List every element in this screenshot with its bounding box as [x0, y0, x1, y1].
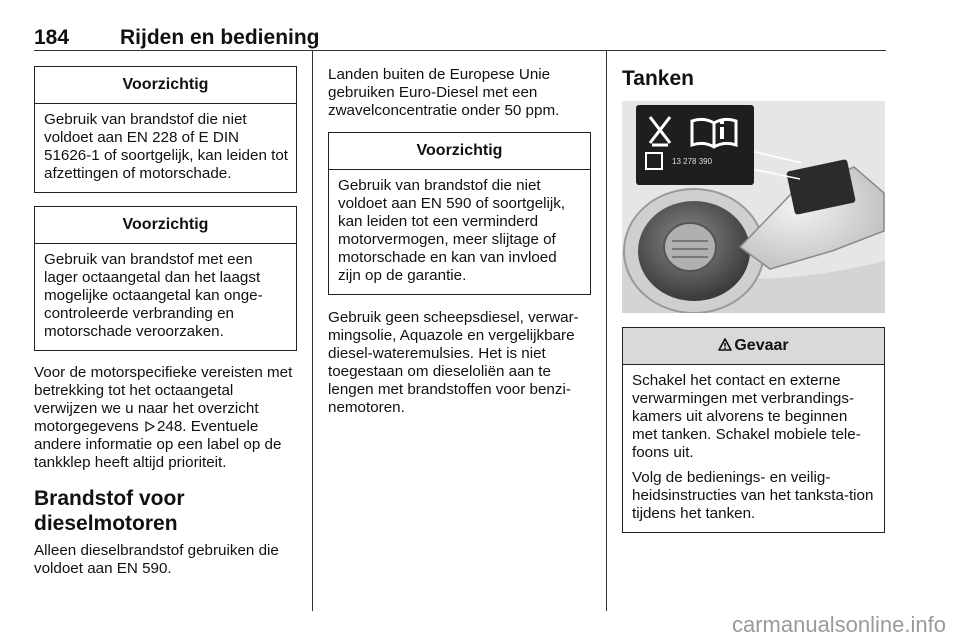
- watermark: carmanualsonline.info: [731, 612, 946, 637]
- octane-text-start: Voor de motorspecifieke vereisten met betrekking tot het octaangetal verwijzen we u naar het overzicht motorgegevens: [34, 364, 293, 435]
- caution-heading: Voorzichtig: [35, 67, 296, 104]
- column-3: [622, 66, 885, 546]
- caution-text: Gebruik van brandstof die niet voldoet aan EN 228 of E DIN 51626-1 of soortgelijk, kan leiden tot afzettingen of motorschade.: [44, 111, 289, 182]
- marine-diesel-paragraph: Gebruik geen scheepsdiesel, verwar-mingsolie, Aquazole en vergelijkbare diesel-wateremulsies. Het is niet toegestaan om dieseloliën aan te lengen met brandstoffen voor benzi-nemotoren.: [328, 309, 579, 416]
- column-divider-2: [606, 51, 607, 611]
- caution-heading: Voorzichtig: [329, 133, 590, 170]
- page-reference-icon: [145, 421, 155, 432]
- chapter-title: Rijden en bediening: [120, 26, 320, 49]
- section-heading-refuelling: Tanken: [622, 67, 694, 90]
- header-rule: [34, 50, 886, 51]
- fuel-flap-illustration: [622, 101, 885, 313]
- caution-text: Gebruik van brandstof met een lager octaangetal dan het laagst mogelijke octaangetal kan onge-controleerde verbranding en motorschade veroorzaken.: [44, 251, 263, 340]
- caution-box-1: [34, 66, 297, 193]
- caution-heading: Voorzichtig: [35, 207, 296, 244]
- diesel-paragraph: Alleen dieselbrandstof gebruiken die voldoet aan EN 590.: [34, 542, 279, 577]
- section-heading-diesel: Brandstof voor dieselmotoren: [34, 487, 185, 535]
- column-2: [328, 66, 591, 427]
- euro-diesel-paragraph: Landen buiten de Europese Unie gebruiken Euro-Diesel met een zwavelconcentratie onder 50 ppm.: [328, 66, 560, 119]
- page-header: [34, 26, 886, 48]
- fuel-flap-drawing: [622, 101, 885, 313]
- column-divider-1: [312, 51, 313, 611]
- label-code: 13 278 390: [672, 157, 713, 166]
- danger-text: [623, 365, 884, 532]
- page-number: 184: [34, 26, 70, 49]
- warning-icon: [718, 338, 732, 351]
- caution-text: Gebruik van brandstof die niet voldoet aan EN 590 of soortgelijk, kan leiden tot een verminderd motorvermogen, meer slijtage of motorschade en kan van invloed zijn op de garantie.: [338, 177, 566, 284]
- page-reference[interactable]: 248: [156, 418, 183, 435]
- caution-box-3: [328, 132, 591, 295]
- column-1: [34, 66, 297, 588]
- octane-paragraph: [34, 364, 297, 472]
- danger-paragraph-2: Volg de bedienings- en veilig-heidsinstructies van het tanksta-tion tijdens het tanken.: [632, 469, 874, 522]
- danger-paragraph-1: Schakel het contact en externe verwarmingen met verbrandings-kamers uit alvorens te beginnen met tanken. Schakel mobiele tele-foons uit.: [632, 372, 861, 461]
- danger-heading: [623, 328, 884, 365]
- danger-box: [622, 327, 885, 533]
- danger-label: Gevaar: [734, 337, 789, 354]
- caution-box-2: [34, 206, 297, 351]
- octane-text-end: . Eventuele andere informatie op een label op de tankklep heeft altijd prioriteit.: [34, 418, 282, 471]
